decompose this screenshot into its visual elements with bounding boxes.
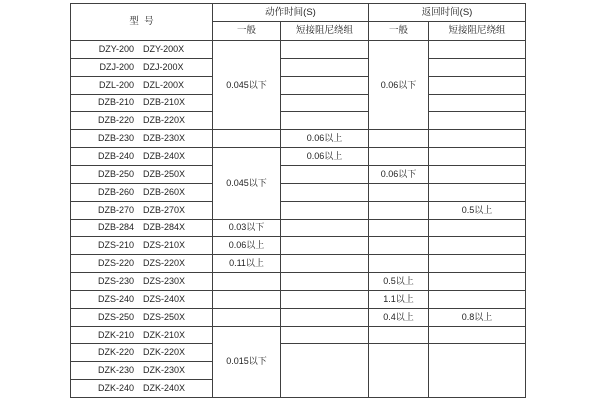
model-cell: [71, 309, 213, 327]
model-name-x: DZB-270X: [142, 204, 186, 215]
model-name-x: DZB-284X: [142, 222, 186, 233]
model-name: DZS-250: [97, 311, 134, 322]
model-cell: [71, 59, 213, 77]
model-cell: [71, 273, 213, 291]
return-general-cell: 1.1以上: [369, 291, 429, 309]
action-short-damping-cell: [281, 95, 369, 113]
return-short-damping-cell: [429, 327, 526, 345]
model-cell: [71, 362, 213, 380]
action-general-cell: [213, 291, 281, 309]
return-short-damping-cell: [429, 255, 526, 273]
model-name: DZK-220: [97, 347, 134, 358]
return-general-cell: [369, 148, 429, 166]
model-cell: [71, 291, 213, 309]
model-name-x: DZS-240X: [142, 293, 186, 304]
action-short-damping-cell: 0.06以上: [281, 148, 369, 166]
action-general-cell: [213, 273, 281, 291]
action-general-cell: 0.03以下: [213, 220, 281, 238]
return-general-header: 一般: [369, 22, 429, 41]
model-name: DZS-230: [97, 275, 134, 286]
action-general-cell: 0.11以上: [213, 255, 281, 273]
model-name: DZK-230: [97, 365, 134, 376]
model-name: DZS-240: [97, 293, 134, 304]
model-cell: [71, 380, 213, 398]
return-general-cell: [369, 344, 429, 398]
return-general-cell: 0.5以上: [369, 273, 429, 291]
action-general-cell: 0.045以下: [213, 41, 281, 130]
return-short-damping-cell: 0.5以上: [429, 202, 526, 220]
model-name-x: DZS-220X: [142, 258, 186, 269]
return-general-cell: 0.06以下: [369, 41, 429, 130]
model-cell: [71, 237, 213, 255]
model-name: DZB-240: [97, 151, 134, 162]
return-general-cell: 0.4以上: [369, 309, 429, 327]
model-name-x: DZL-200X: [142, 79, 185, 90]
return-short-damping-cell: [429, 112, 526, 130]
model-cell: [71, 327, 213, 345]
model-cell: [71, 112, 213, 130]
model-name-x: DZB-260X: [142, 186, 186, 197]
model-name-x: DZS-250X: [142, 311, 186, 322]
return-short-damping-cell: [429, 148, 526, 166]
action-short-damping-cell: [281, 309, 369, 327]
model-name-x: DZB-210X: [142, 97, 186, 108]
model-name: DZB-260: [97, 186, 134, 197]
model-name-x: DZY-200X: [142, 43, 185, 54]
relay-spec-table: [70, 3, 526, 398]
return-short-damping-cell: [429, 59, 526, 77]
model-name: DZS-220: [97, 258, 134, 269]
action-short-damping-cell: [281, 112, 369, 130]
return-short-damping-cell: [429, 220, 526, 238]
model-name: DZL-200: [98, 79, 134, 90]
model-cell: [71, 202, 213, 220]
return-short-damping-cell: [429, 344, 526, 398]
return-general-cell: 0.06以下: [369, 166, 429, 184]
return-time-group-header: 返回时间(S): [369, 4, 526, 22]
return-short-damping-cell: [429, 184, 526, 202]
action-general-cell: [213, 130, 281, 148]
model-name: DZB-220: [97, 115, 134, 126]
action-short-damping-cell: [281, 202, 369, 220]
action-short-damping-cell: [281, 220, 369, 238]
model-name-x: DZS-230X: [142, 275, 186, 286]
return-short-damping-cell: [429, 77, 526, 95]
action-short-damping-cell: [281, 41, 369, 59]
model-name-x: DZJ-200X: [143, 61, 184, 72]
action-general-header: 一般: [213, 22, 281, 41]
return-general-cell: [369, 237, 429, 255]
model-name: DZB-210: [97, 97, 134, 108]
model-name: DZB-270: [97, 204, 134, 215]
return-short-damping-cell: [429, 166, 526, 184]
action-short-damping-cell: [281, 237, 369, 255]
action-general-cell: 0.045以下: [213, 148, 281, 219]
model-name: DZK-240: [97, 383, 134, 394]
return-general-cell: [369, 184, 429, 202]
action-short-damping-cell: [281, 291, 369, 309]
return-short-damping-cell: [429, 291, 526, 309]
model-name: DZK-210: [97, 329, 134, 340]
action-short-damping-cell: [281, 327, 369, 345]
model-name: DZY-200: [98, 43, 134, 54]
model-name: DZB-284: [97, 222, 134, 233]
model-cell: [71, 166, 213, 184]
model-cell: [71, 41, 213, 59]
action-short-damping-cell: [281, 184, 369, 202]
model-name-x: DZK-230X: [142, 365, 186, 376]
return-general-cell: [369, 255, 429, 273]
model-name-x: DZK-240X: [142, 383, 186, 394]
model-cell: [71, 95, 213, 113]
model-name-x: DZK-220X: [142, 347, 186, 358]
action-short-damping-cell: [281, 59, 369, 77]
model-name: DZB-250: [97, 168, 134, 179]
action-general-cell: 0.015以下: [213, 327, 281, 398]
action-short-damping-cell: [281, 166, 369, 184]
model-column-header: 型 号: [71, 4, 213, 41]
action-short-damping-cell: [281, 255, 369, 273]
model-name-x: DZS-210X: [142, 240, 186, 251]
action-short-damping-cell: [281, 77, 369, 95]
model-name: DZJ-200: [99, 61, 134, 72]
model-cell: [71, 77, 213, 95]
return-short-damping-cell: [429, 273, 526, 291]
return-short-damping-cell: [429, 95, 526, 113]
model-cell: [71, 344, 213, 362]
return-short-damping-cell: [429, 237, 526, 255]
action-general-cell: [213, 309, 281, 327]
return-general-cell: [369, 130, 429, 148]
model-name-x: DZB-250X: [142, 168, 186, 179]
return-general-cell: [369, 327, 429, 345]
model-cell: [71, 220, 213, 238]
return-general-cell: [369, 202, 429, 220]
action-short-damping-cell: 0.06以上: [281, 130, 369, 148]
action-short-damping-cell: [281, 344, 369, 398]
model-name-x: DZB-240X: [142, 151, 186, 162]
return-short-damping-cell: [429, 130, 526, 148]
action-short-damping-header: 短接阻尼绕组: [281, 22, 369, 41]
model-name: DZB-230: [97, 133, 134, 144]
return-general-cell: [369, 220, 429, 238]
model-cell: [71, 130, 213, 148]
model-cell: [71, 184, 213, 202]
model-cell: [71, 148, 213, 166]
action-short-damping-cell: [281, 273, 369, 291]
model-name-x: DZB-230X: [142, 133, 186, 144]
action-general-cell: 0.06以上: [213, 237, 281, 255]
model-cell: [71, 255, 213, 273]
model-name: DZS-210: [97, 240, 134, 251]
action-time-group-header: 动作时间(S): [213, 4, 369, 22]
return-short-damping-cell: 0.8以上: [429, 309, 526, 327]
model-name-x: DZK-210X: [142, 329, 186, 340]
model-name-x: DZB-220X: [142, 115, 186, 126]
return-short-damping-cell: [429, 41, 526, 59]
return-short-damping-header: 短接阻尼绕组: [429, 22, 526, 41]
